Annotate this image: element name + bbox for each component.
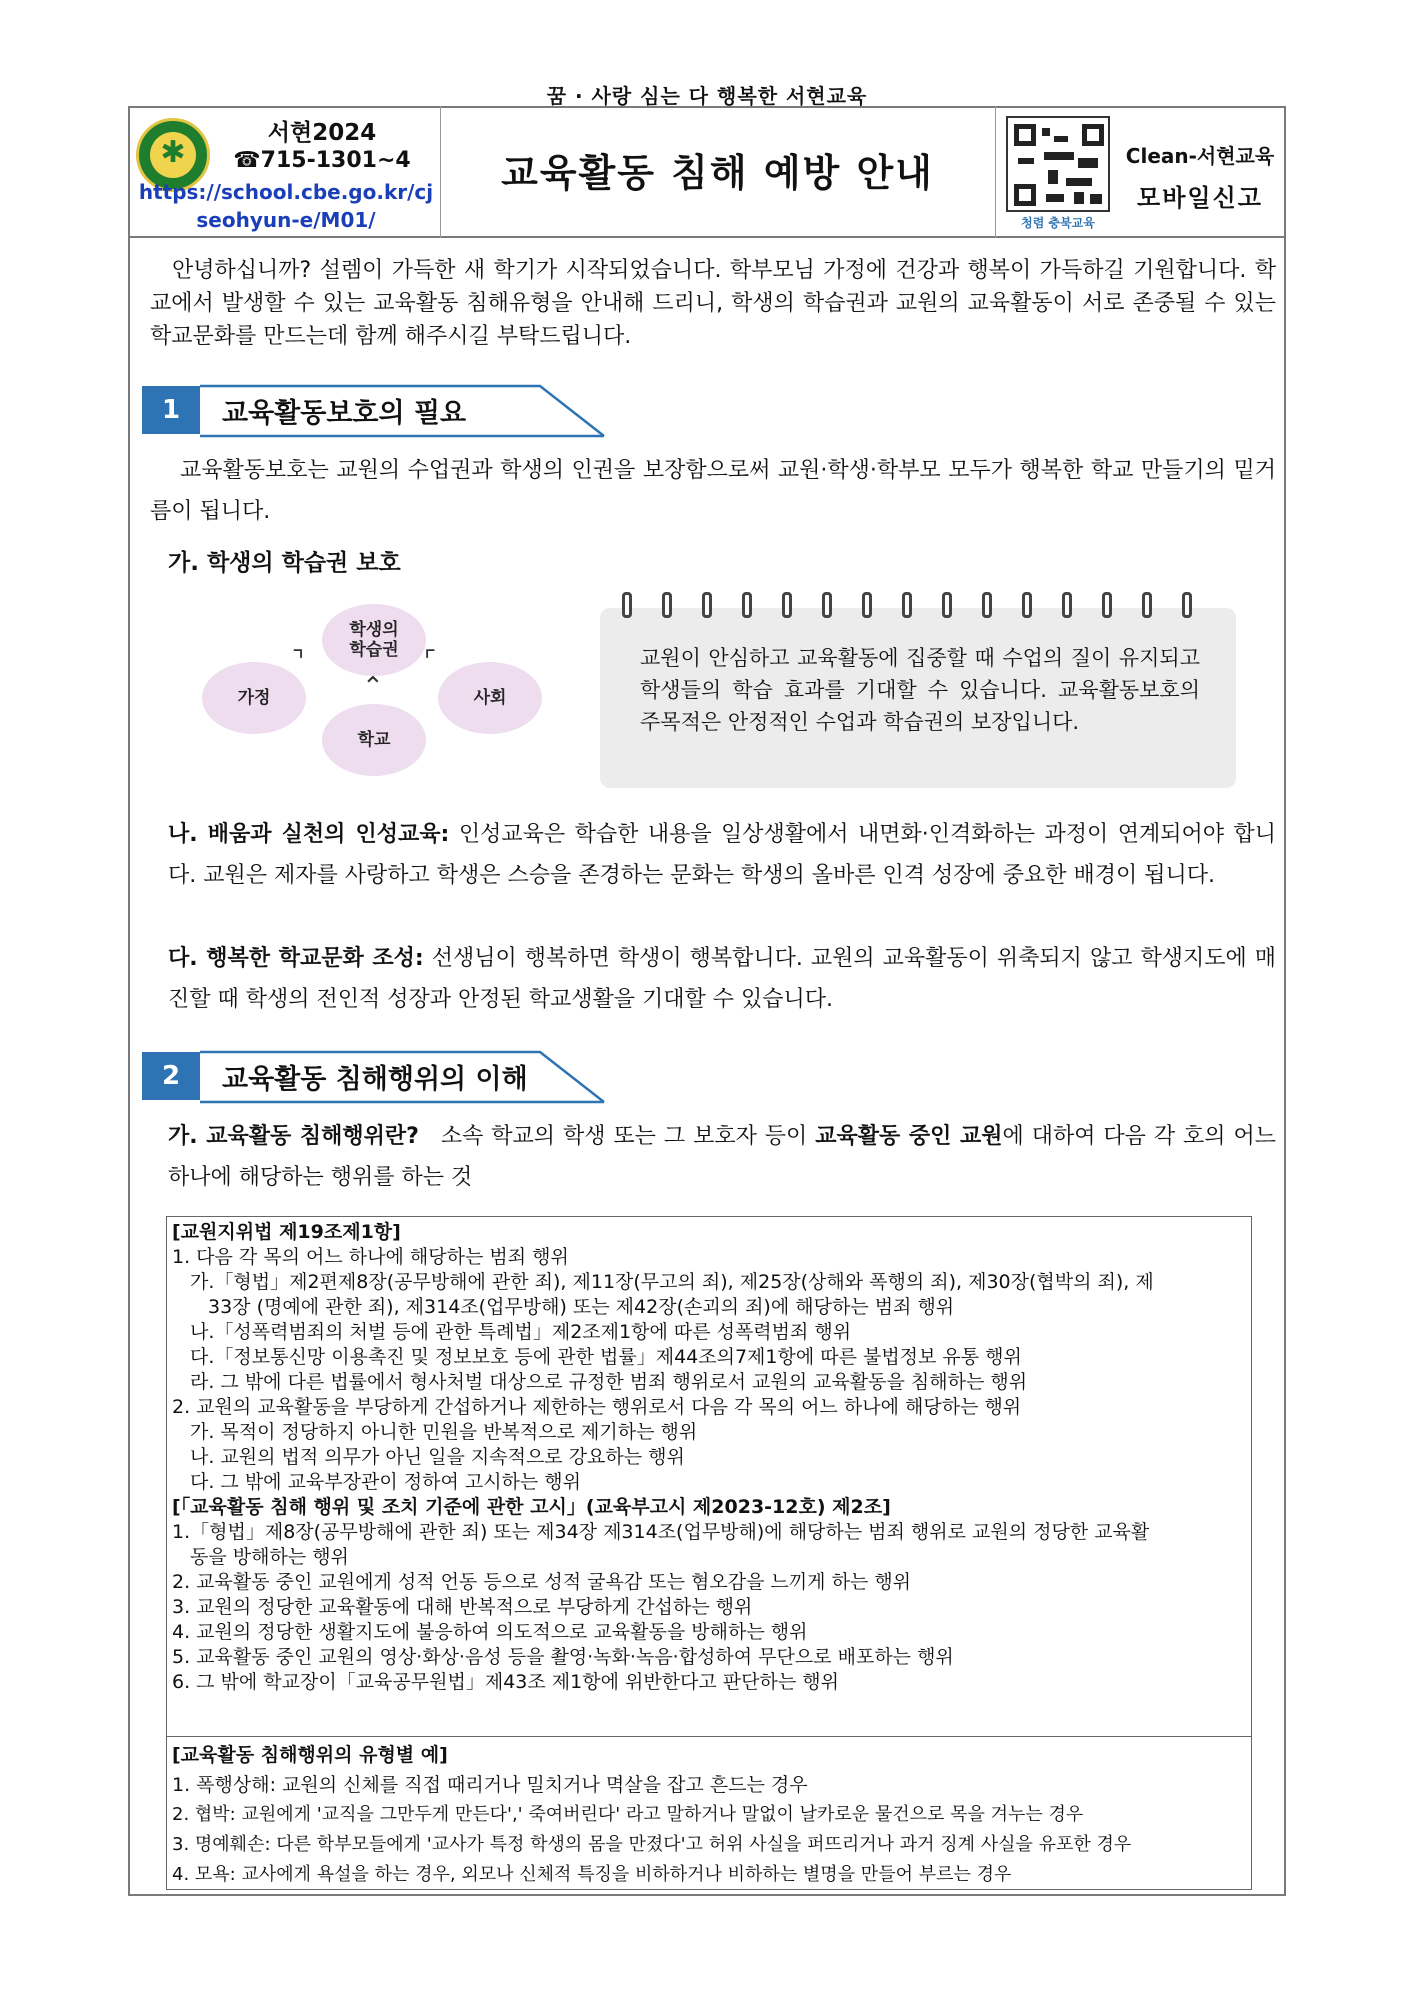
- law2-line: 3. 교원의 정당한 교육활동에 대해 반복적으로 부당하게 간섭하는 행위: [172, 1596, 753, 1618]
- law-content: [172, 1220, 1248, 1695]
- qr-caption: 청렴 충북교육: [1021, 216, 1095, 230]
- example-item: 1. 폭행상해: 교원의 신체를 직접 때리거나 밀치거나 멱살을 잡고 흔드는 경우: [172, 1774, 808, 1796]
- section1-number: 1: [142, 386, 200, 434]
- mobile-report-label[interactable]: 모바일신고: [1137, 184, 1263, 212]
- law1-line: 33장 (명예에 관한 죄), 제314조(업무방해) 또는 제42장(손괴의 죄)에 해당하는 범죄 행위: [208, 1296, 955, 1318]
- law1-title: [교원지위법 제19조제1항]: [172, 1221, 401, 1243]
- law1-line: 가.「형법」제2편제8장(공무방해에 관한 죄), 제11장(무고의 죄), 제25장(상해와 폭행의 죄), 제30장(협박의 죄), 제: [190, 1271, 1154, 1293]
- section2-sub-a-bold: 교육활동 중인 교원: [815, 1124, 1003, 1149]
- section2-number: 2: [142, 1052, 200, 1100]
- law1-line: 나.「성폭력범죄의 처벌 등에 관한 특례법」제2조제1항에 따른 성폭력범죄 행위: [190, 1321, 852, 1343]
- law1-line: 나. 교원의 법적 의무가 아닌 일을 지속적으로 강요하는 행위: [190, 1446, 685, 1468]
- example-item: 2. 협박: 교원에게 '교직을 그만두게 만든다',' 죽여버린다' 라고 말하거나 말없이 날카로운 물건으로 목을 겨누는 경우: [172, 1804, 1084, 1825]
- qr-code-icon[interactable]: [1006, 116, 1110, 212]
- law1-line: 1. 다음 각 목의 어느 하나에 해당하는 범죄 행위: [172, 1246, 569, 1268]
- law1-line: 다. 그 밖에 교육부장관이 정하여 고시하는 행위: [190, 1471, 582, 1493]
- section2-title: 교육활동 침해행위의 이해: [222, 1064, 528, 1095]
- law1-line: 2. 교원의 교육활동을 부당하게 간섭하거나 제한하는 행위로서 다음 각 목의 어느 하나에 해당하는 행위: [172, 1396, 1022, 1418]
- section1-sub-c-head: 다. 행복한 학교문화 조성:: [168, 946, 424, 971]
- clean-label: Clean-서현교육: [1125, 144, 1275, 168]
- diagram-school: 학교: [322, 704, 426, 776]
- arrow-up-right-icon: ⌝: [292, 646, 305, 676]
- school-phone: ☎715-1301~4: [233, 148, 411, 173]
- law2-line: 4. 교원의 정당한 생활지도에 불응하여 의도적으로 교육활동을 방해하는 행위: [172, 1621, 808, 1643]
- diagram-society: 사회: [438, 662, 542, 734]
- section1-sub-c: [168, 938, 1276, 1020]
- arrow-up-left-icon: ⌜: [424, 646, 437, 676]
- intro-paragraph: 안녕하십니까? 설렘이 가득한 새 학기가 시작되었습니다. 학부모님 가정에 건강과 행복이 가득하길 기원합니다. 학교에서 발생할 수 있는 교육활동 침해유형을 안내해 드리니, 학생의 학습권과 교원의 교육활동이 서로 존중될 수 있는 학교문화를 만드는데 함께 해주시길 부탁드립니다.: [150, 258, 1276, 349]
- header-divider: [995, 106, 996, 238]
- school-url-cont[interactable]: seohyun-e/M01/: [196, 208, 376, 232]
- page-title: 교육활동 침해 예방 안내: [501, 151, 934, 195]
- school-logo-emblem: ✱: [160, 135, 186, 170]
- law-divider: [166, 1736, 1252, 1737]
- school-url[interactable]: https://school.cbe.go.kr/cj: [138, 180, 434, 204]
- section1-sub-a: 가. 학생의 학습권 보호: [168, 550, 401, 576]
- section1-title: 교육활동보호의 필요: [222, 398, 467, 429]
- note-text: 교원이 안심하고 교육활동에 집중할 때 수업의 질이 유지되고 학생들의 학습 효과를 기대할 수 있습니다. 교육활동보호의 주목적은 안정적인 수업과 학습권의 보장입니다.: [640, 646, 1200, 734]
- section1-body: 교육활동보호는 교원의 수업권과 학생의 인권을 보장함으로써 교원·학생·학부모 모두가 행복한 학교 만들기의 밑거름이 됩니다.: [150, 458, 1276, 524]
- law1-line: 다.「정보통신망 이용촉진 및 정보보호 등에 관한 법률」제44조의7제1항에 따른 불법정보 유통 행위: [190, 1346, 1022, 1368]
- law1-line: 가. 목적이 정당하지 아니한 민원을 반복적으로 제기하는 행위: [190, 1421, 698, 1443]
- examples-title: [교육활동 침해행위의 유형별 예]: [172, 1744, 448, 1766]
- notebook-rings: [622, 592, 1222, 624]
- section2-sub-a: [168, 1116, 1276, 1198]
- law2-line: 6. 그 밖에 학교장이「교육공무원법」제43조 제1항에 위반한다고 판단하는 행위: [172, 1671, 839, 1693]
- law2-line: 1.「형법」제8장(공무방해에 관한 죄) 또는 제34장 제314조(업무방해)에 해당하는 범죄 행위로 교원의 정당한 교육활: [172, 1521, 1150, 1543]
- diagram-home: 가정: [202, 662, 306, 734]
- section1-sub-b: [168, 814, 1276, 896]
- section1-sub-b-body: 인성교육은 학습한 내용을 일상생활에서 내면화·인격화하는 과정이 연계되어야 합니다. 교원은 제자를 사랑하고 학생은 스승을 존경하는 문화는 학생의 올바른 인격 성장에 중요한 배경이 됩니다.: [168, 822, 1276, 888]
- law1-line: 라. 그 밖에 다른 법률에서 형사처벌 대상으로 규정한 범죄 행위로서 교원의 교육활동을 침해하는 행위: [190, 1371, 1028, 1393]
- section2-sub-a-head: 가. 교육활동 침해행위란?: [168, 1124, 419, 1149]
- law2-line: 5. 교육활동 중인 교원의 영상·화상·음성 등을 촬영·녹화·녹음·합성하여 무단으로 배포하는 행위: [172, 1646, 954, 1668]
- section2-sub-a-body2: 에 대하여 다음 각 호의 어느 하나에 해당하는 행위를 하는 것: [168, 1124, 1276, 1190]
- examples-content: [172, 1740, 1248, 1890]
- arrow-up-icon: ⌃: [362, 672, 384, 702]
- section1-sub-b-head: 나. 배움과 실천의 인성교육:: [168, 822, 450, 847]
- school-name: 서현2024: [267, 120, 377, 146]
- example-item: 4. 모욕: 교사에게 욕설을 하는 경우, 외모나 신체적 특징을 비하하거나 비하하는 별명을 만들어 부르는 경우: [172, 1864, 1012, 1885]
- law2-title: [「교육활동 침해 행위 및 조치 기준에 관한 고시」(교육부고시 제2023-12호) 제2조]: [172, 1496, 891, 1518]
- motto: 꿈 · 사랑 심는 다 행복한 서현교육: [546, 84, 868, 108]
- example-item: 3. 명예훼손: 다른 학부모들에게 '교사가 특정 학생의 몸을 만졌다'고 허위 사실을 퍼뜨리거나 과거 징계 사실을 유포한 경우: [172, 1834, 1132, 1855]
- law2-line: 동을 방해하는 행위: [190, 1546, 349, 1568]
- diagram-learning-right: 학생의 학습권: [322, 604, 426, 676]
- section2-sub-a-body1: 소속 학교의 학생 또는 그 보호자 등이: [440, 1124, 808, 1149]
- law2-line: 2. 교육활동 중인 교원에게 성적 언동 등으로 성적 굴욕감 또는 혐오감을 느끼게 하는 행위: [172, 1571, 912, 1593]
- section1-sub-c-body: 선생님이 행복하면 학생이 행복합니다. 교원의 교육활동이 위축되지 않고 학생지도에 매진할 때 학생의 전인적 성장과 안정된 학교생활을 기대할 수 있습니다.: [168, 946, 1276, 1012]
